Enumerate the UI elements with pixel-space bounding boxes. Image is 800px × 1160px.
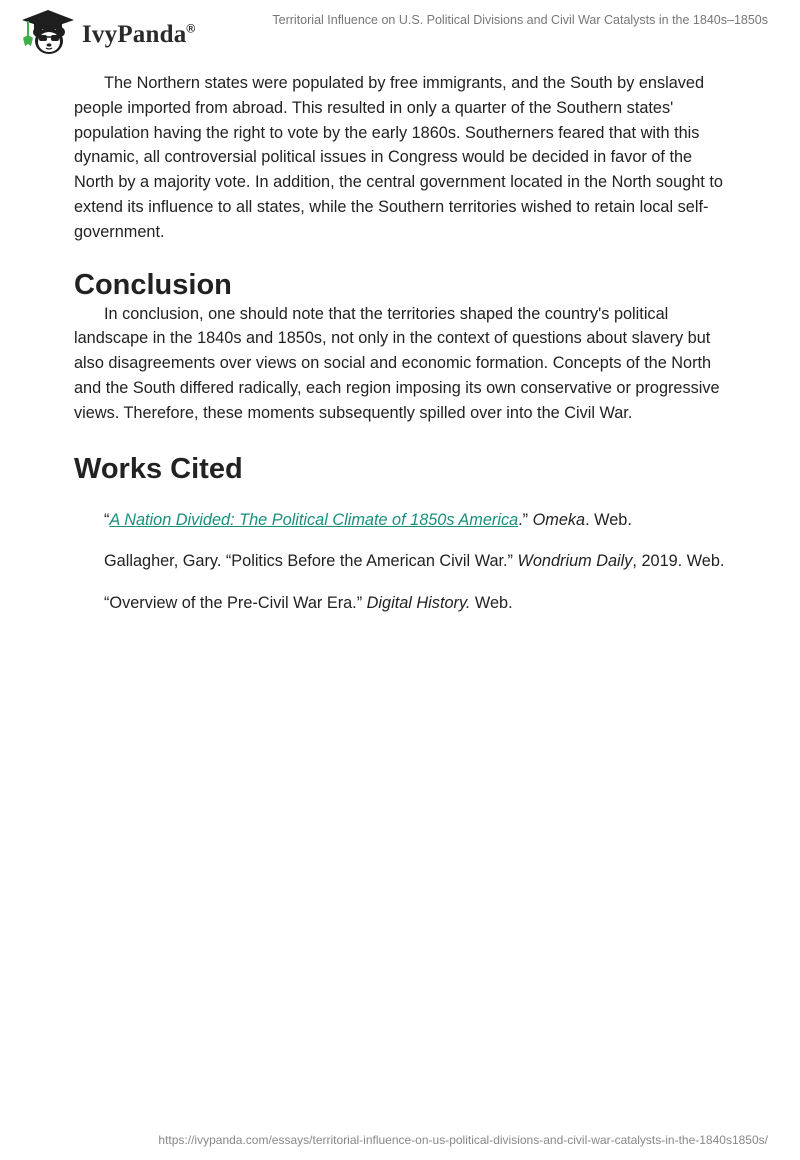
citation-entry: “Overview of the Pre-Civil War Era.” Digital History. Web. [104, 594, 513, 613]
conclusion-heading: Conclusion [74, 268, 232, 301]
works-cited-heading: Works Cited [74, 452, 243, 485]
page-header [0, 0, 800, 60]
citation-link[interactable]: A Nation Divided: The Political Climate of 1850s America [109, 510, 519, 529]
source-url: https://ivypanda.com/essays/territorial-influence-on-us-political-divisions-and-civil-war-catalysts-in-the-1840s1850s/ [158, 1133, 768, 1147]
citation-entry: “A Nation Divided: The Political Climate of 1850s America.” Omeka. Web. [104, 510, 632, 529]
citation-source: Omeka [532, 510, 586, 529]
document-title: Territorial Influence on U.S. Political Divisions and Civil War Catalysts in the 1840s–1850s [272, 13, 768, 27]
conclusion-paragraph: In conclusion, one should note that the territories shaped the country's political landscape in the 1840s and 1850s, not only in the context of questions about slavery but also disagreements over views on social and economic formation. Concepts of the North and the South differed radically, each region imposing its own conservative or progressive views. Therefore, these moments subsequently spilled over into the Civil War. [74, 304, 720, 422]
logo-wordmark: IvyPanda® [82, 21, 196, 48]
ivypanda-logo[interactable] [18, 8, 195, 56]
citation-source: Wondrium Daily [517, 552, 633, 571]
citation-source: Digital History. [366, 594, 471, 613]
panda-graduate-icon [18, 8, 76, 56]
citation-entry: Gallagher, Gary. “Politics Before the American Civil War.” Wondrium Daily, 2019. Web. [104, 552, 725, 571]
intro-paragraph: The Northern states were populated by free immigrants, and the South by enslaved people imported from abroad. This resulted in only a quarter of the Southern states' population having the right to vote by the early 1860s. Southerners feared that with this dynamic, all controversial political issues in Congress would be decided in favor of the North by a majority vote. In addition, the central government located in the North sought to extend its influence to all states, while the Southern territories wished to retain local self-government. [74, 74, 723, 241]
essay-content [74, 71, 734, 616]
